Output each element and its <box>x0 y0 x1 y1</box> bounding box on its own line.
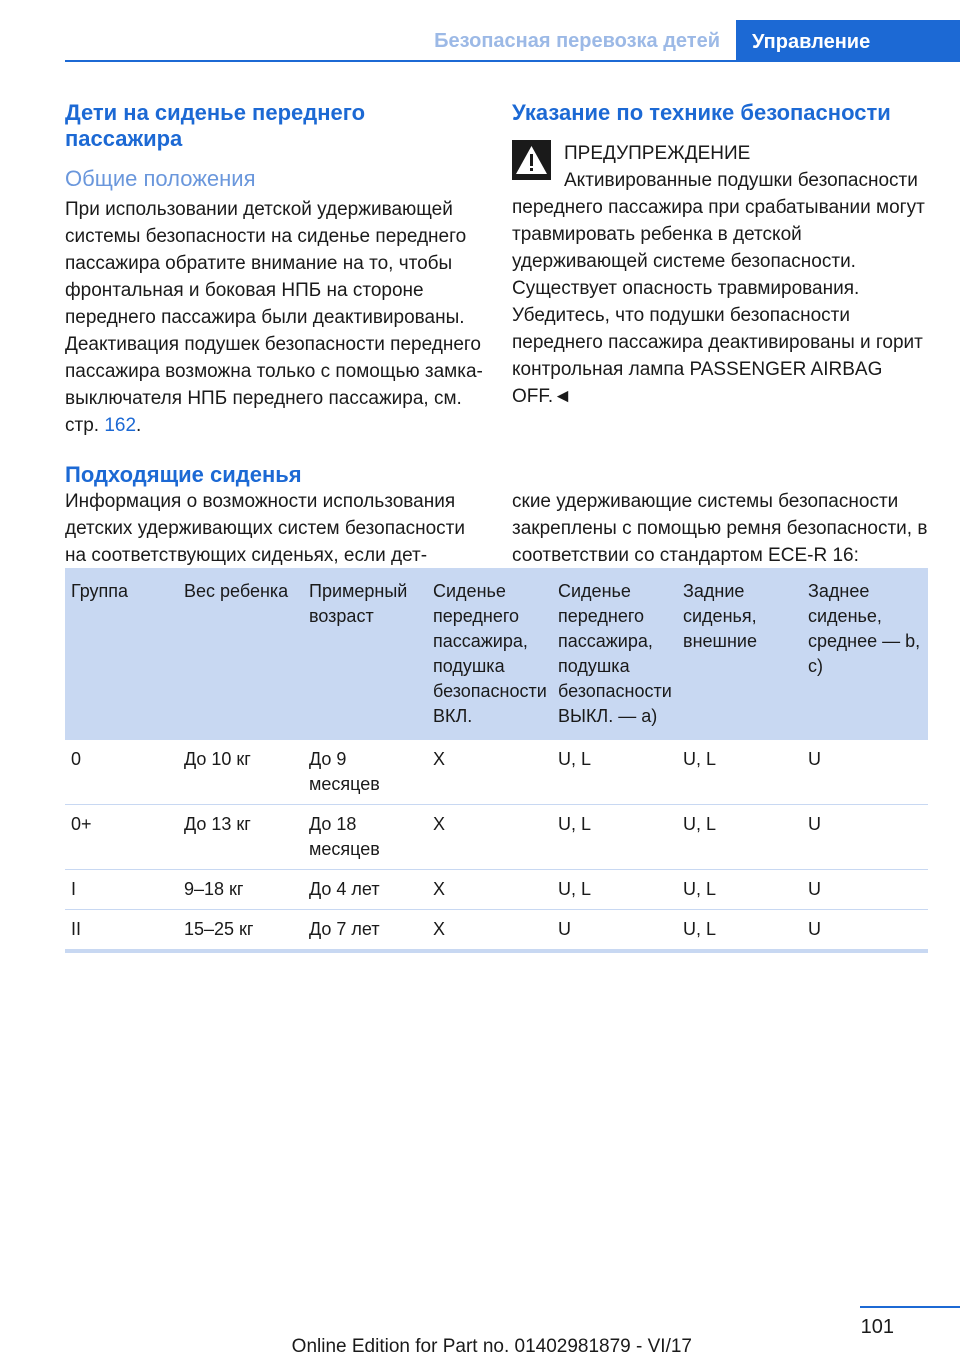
table-row <box>65 870 928 910</box>
table-cell: 0 <box>65 740 178 805</box>
warning-block <box>512 140 932 410</box>
table-row <box>65 805 928 870</box>
table-cell: До 9 месяцев <box>303 740 427 805</box>
header-front-airbag-off: Сиденье переднего пассажира, подушка безопасности ВЫКЛ. — a) <box>552 568 677 740</box>
table-cell: X <box>427 740 552 805</box>
table-cell: U <box>802 805 928 870</box>
header-age: Примерный возраст <box>303 568 427 740</box>
header-chapter-tab: Управление <box>736 20 960 62</box>
page-number: 101 <box>860 1316 894 1338</box>
table-cell: U <box>802 870 928 910</box>
page-reference-link[interactable]: 162 <box>104 415 137 436</box>
table-cell: 0+ <box>65 805 178 870</box>
table-cell: U, L <box>677 870 802 910</box>
page-header <box>0 0 960 62</box>
general-paragraph <box>65 196 485 439</box>
table-header-row <box>65 568 928 740</box>
table-cell: U, L <box>677 805 802 870</box>
section-title-suitable-seats: Подходящие сиденья <box>65 462 302 487</box>
left-column <box>65 100 485 439</box>
general-text-end: . <box>136 415 142 436</box>
footer-rule <box>860 1306 960 1308</box>
seat-suitability-table <box>65 568 928 953</box>
table-cell: U <box>802 740 928 805</box>
suitable-seats-text-left: Информация о возможности использования детских удерживающих систем безопасности на соответствующих сиденьях, если дет- <box>65 491 465 566</box>
table-cell: U, L <box>677 910 802 952</box>
table-cell: U, L <box>552 870 677 910</box>
suitable-seats-text-right: ские удерживающие системы безопасности закреплены с помощью ремня безопасности, в соответствии со стандартом ECE-R 16: <box>512 491 928 566</box>
table-cell: До 13 кг <box>178 805 303 870</box>
edition-note: Online Edition for Part no. 01402981879 - VI/17 <box>291 1336 692 1357</box>
table-cell: II <box>65 910 178 952</box>
table-cell: X <box>427 805 552 870</box>
section-title-front-seat: Дети на сиденье переднего пассажира <box>65 100 366 151</box>
header-section-title: Безопасная перевозка детей <box>434 30 720 52</box>
header-rule <box>65 60 960 62</box>
table-row <box>65 740 928 805</box>
table-cell: До 4 лет <box>303 870 427 910</box>
header-rear-outer: Задние сиденья, внешние <box>677 568 802 740</box>
table-cell: 9–18 кг <box>178 870 303 910</box>
general-text: При использовании детской удерживающей системы безопасности на сиденье переднего пассажира обратите внимание на то, чтобы фронтальная и боковая НПБ на стороне переднего пассажира были деактивированы. Деактивация подушек безопасности переднего пассажира возможна только с помощью замка-выключателя НПБ переднего пассажира, см. стр. <box>65 199 483 436</box>
warning-text: Активированные подушки безопасности переднего пассажира при срабатывании могут травмировать ребенка в детской удерживающей системе безопасности. Существует опасность травмирования. Убедитесь, что подушки безопасности переднего пассажира деактивированы и горит контрольная лампа PASSENGER AIRBAG OFF.◄ <box>512 170 925 407</box>
table-cell: До 7 лет <box>303 910 427 952</box>
table-cell: U <box>802 910 928 952</box>
right-column <box>512 100 932 410</box>
table-cell: U, L <box>552 740 677 805</box>
table-cell: U, L <box>552 805 677 870</box>
table-cell: X <box>427 910 552 952</box>
table-cell: До 10 кг <box>178 740 303 805</box>
table-cell: X <box>427 870 552 910</box>
subsection-general: Общие положения <box>65 166 256 191</box>
table-cell: U, L <box>677 740 802 805</box>
warning-triangle-icon <box>512 140 551 180</box>
header-rear-middle: Заднее сиденье, среднее — b, c) <box>802 568 928 740</box>
table-cell: U <box>552 910 677 952</box>
header-weight: Вес ребенка <box>178 568 303 740</box>
header-front-airbag-on: Сиденье переднего пассажира, подушка безопасности ВКЛ. <box>427 568 552 740</box>
warning-label: ПРЕДУПРЕЖДЕНИЕ <box>564 143 751 164</box>
table-cell: До 18 месяцев <box>303 805 427 870</box>
table-row <box>65 910 928 952</box>
header-group: Группа <box>65 568 178 740</box>
table-cell: I <box>65 870 178 910</box>
table-cell: 15–25 кг <box>178 910 303 952</box>
section-title-safety-note: Указание по технике безопасности <box>512 100 891 125</box>
